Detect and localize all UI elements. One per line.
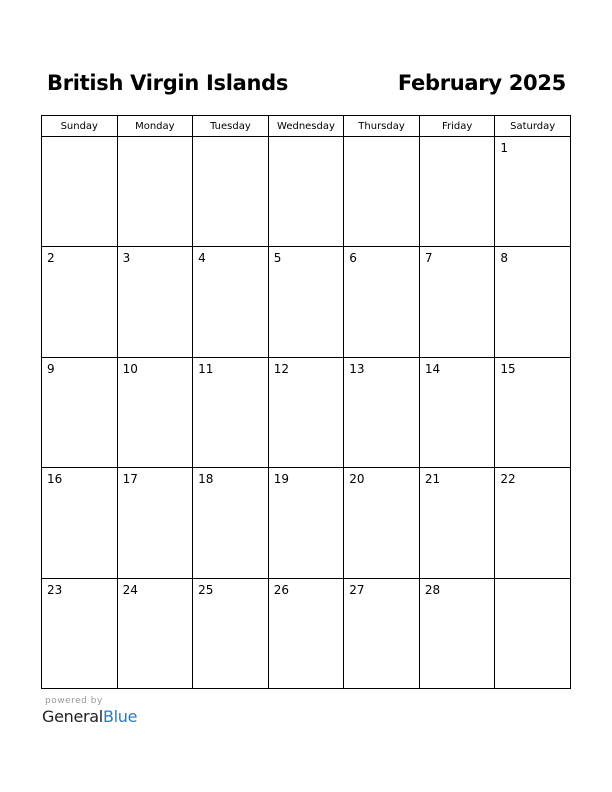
- day-number: 27: [349, 582, 365, 597]
- weekday-tuesday: Tuesday: [193, 116, 269, 137]
- day-number: [269, 137, 344, 141]
- day-cell: [419, 357, 495, 467]
- day-number: 10: [122, 361, 138, 376]
- day-number: 23: [47, 582, 63, 597]
- calendar-country-title: British Virgin Islands: [47, 71, 289, 95]
- day-cell: [419, 137, 495, 247]
- day-cell: [42, 247, 118, 357]
- day-cell: [117, 137, 193, 247]
- day-cell: [193, 357, 269, 467]
- day-number: 19: [273, 472, 289, 487]
- weekday-wednesday: Wednesday: [268, 116, 344, 137]
- weekday-friday: Friday: [419, 116, 495, 137]
- month-calendar-grid: [41, 115, 571, 689]
- day-cell: [495, 357, 571, 467]
- day-number: 14: [424, 361, 441, 376]
- day-cell: [344, 137, 420, 247]
- day-cell: [268, 357, 344, 467]
- day-number: 16: [47, 472, 63, 487]
- generalblue-branding: [42, 696, 137, 726]
- week-row: [42, 137, 571, 247]
- day-cell: [42, 357, 118, 467]
- day-number: 21: [424, 472, 441, 487]
- day-cell: [495, 137, 571, 247]
- day-cell: [193, 247, 269, 357]
- day-number: 1: [500, 141, 509, 155]
- day-number: 15: [500, 361, 516, 376]
- day-number: 11: [198, 361, 214, 376]
- week-row: [42, 578, 571, 688]
- day-number: 18: [198, 472, 214, 487]
- week-row: [42, 357, 571, 467]
- day-cell: [42, 468, 118, 578]
- weekday-saturday: Saturday: [495, 116, 571, 137]
- brand-blue-text: Blue: [102, 707, 138, 726]
- day-number: [193, 137, 268, 141]
- generalblue-logo: [42, 707, 137, 726]
- day-number: [420, 137, 495, 141]
- day-cell: [117, 247, 193, 357]
- day-number: 26: [273, 582, 289, 597]
- day-cell: [344, 357, 420, 467]
- week-row: [42, 247, 571, 357]
- day-number: 20: [349, 472, 365, 487]
- day-cell: [193, 468, 269, 578]
- day-number: 2: [47, 251, 55, 266]
- day-number: [118, 137, 193, 141]
- day-cell: [495, 247, 571, 357]
- day-number: 6: [349, 251, 357, 266]
- day-cell: [495, 578, 571, 688]
- day-cell: [193, 578, 269, 688]
- day-cell: [117, 578, 193, 688]
- day-cell: [42, 578, 118, 688]
- brand-general-text: General: [42, 707, 103, 726]
- weekday-header-row: [42, 116, 571, 137]
- day-cell: [193, 137, 269, 247]
- day-number: 5: [273, 251, 282, 266]
- day-number: 9: [47, 361, 55, 376]
- week-row: [42, 468, 571, 578]
- day-cell: [268, 578, 344, 688]
- day-number: [42, 137, 117, 141]
- weekday-sunday: Sunday: [42, 116, 118, 137]
- day-number: 4: [198, 251, 206, 266]
- day-cell: [117, 357, 193, 467]
- day-cell: [268, 247, 344, 357]
- day-cell: [42, 137, 118, 247]
- day-cell: [344, 468, 420, 578]
- day-cell: [117, 468, 193, 578]
- day-cell: [344, 578, 420, 688]
- day-number: [495, 579, 570, 583]
- day-number: 8: [500, 251, 509, 266]
- weekday-thursday: Thursday: [344, 116, 420, 137]
- day-number: 22: [500, 472, 516, 487]
- day-number: [344, 137, 419, 141]
- day-cell: [495, 468, 571, 578]
- day-number: 13: [349, 361, 365, 376]
- powered-by-label: powered by: [45, 696, 103, 706]
- day-number: 24: [122, 582, 138, 597]
- day-number: 25: [198, 582, 214, 597]
- day-cell: [268, 137, 344, 247]
- day-number: 3: [122, 251, 131, 266]
- day-cell: [268, 468, 344, 578]
- calendar-month-title: February 2025: [397, 71, 566, 95]
- day-number: 7: [424, 251, 433, 266]
- day-number: 28: [424, 582, 441, 597]
- day-cell: [419, 468, 495, 578]
- day-number: 17: [122, 472, 138, 487]
- day-cell: [419, 247, 495, 357]
- day-cell: [344, 247, 420, 357]
- day-cell: [419, 578, 495, 688]
- day-number: 12: [273, 361, 289, 376]
- weekday-monday: Monday: [117, 116, 193, 137]
